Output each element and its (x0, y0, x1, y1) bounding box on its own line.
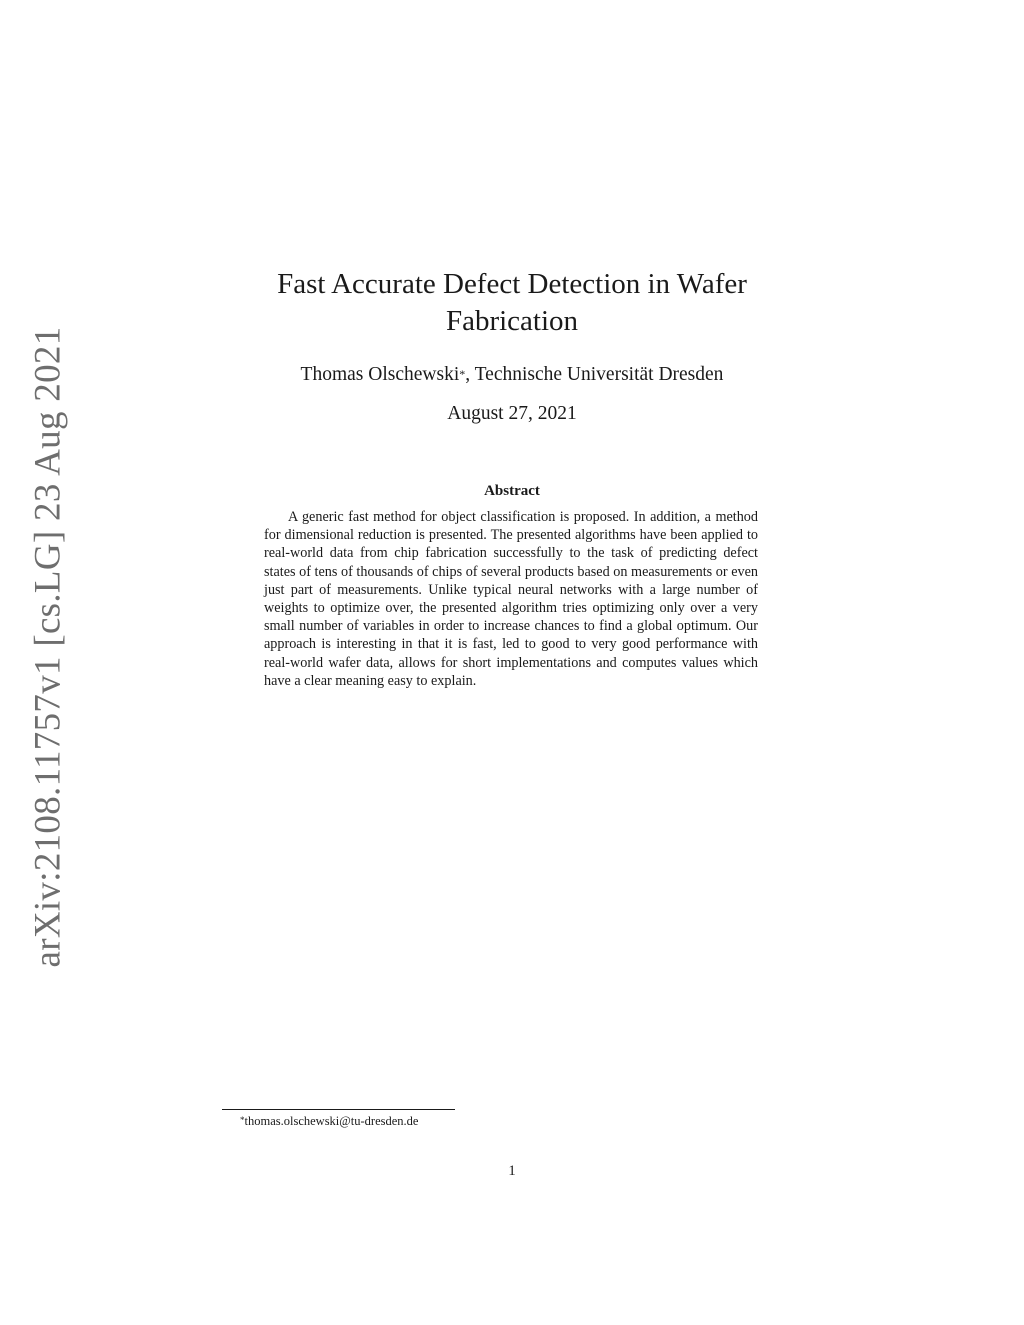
footnote-divider (222, 1109, 455, 1110)
author-line (262, 362, 762, 388)
footnote-mark: * (240, 1115, 245, 1125)
author-footnote-mark: * (459, 367, 466, 381)
paper-title: Fast Accurate Defect Detection in Wafer Fabrication (277, 268, 747, 337)
footnote (240, 1113, 418, 1129)
arxiv-identifier-stamp (24, 326, 72, 968)
footnote-email: thomas.olschewski@tu-dresden.de (244, 1114, 419, 1128)
abstract-heading: Abstract (484, 483, 540, 499)
paper-date: August 27, 2021 (447, 403, 577, 424)
page-number: 1 (508, 1163, 516, 1179)
arxiv-identifier-text: arXiv:2108.11757v1 [cs.LG] 23 Aug 2021 (27, 326, 69, 968)
author-name: Thomas Olschewski (300, 364, 460, 385)
abstract-text: A generic fast method for object classification is proposed. In addition, a method for dimensional reduction is presented. The presented algorithms have been applied to real-world data from chip fabrication successfully to the task of predicting defect states of tens of thousands of chips of several products based on measurements or even just part of measurements. Unlike typical neural networks with a large number of weights to optimize over, the presented algorithm tries optimizing only over a very small number of variables in order to increase chances to find a global optimum. Our approach is interesting in that it is fast, led to good to very good performance with real-world wafer data, allows for short implementations and computes values which have a clear meaning easy to explain. (264, 509, 758, 689)
author-affiliation: , Technische Universität Dresden (465, 364, 724, 385)
